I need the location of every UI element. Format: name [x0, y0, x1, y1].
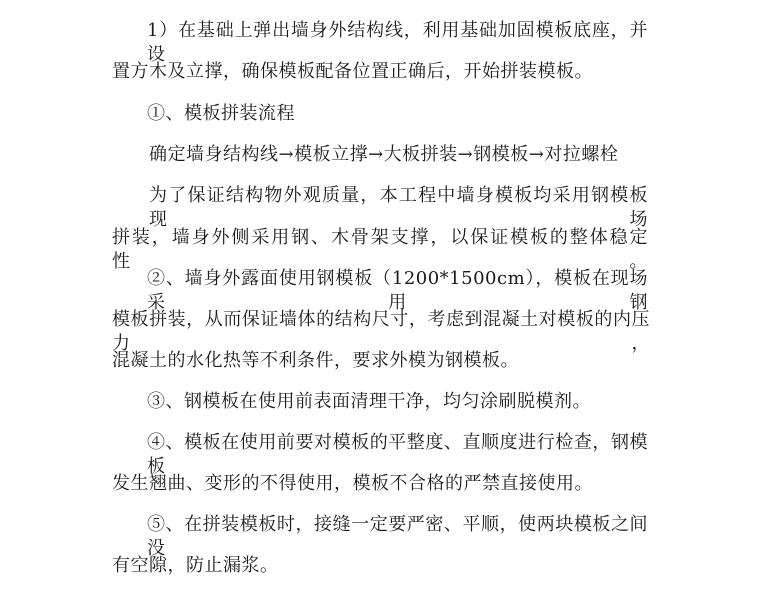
text-line-13: ⑤、在拼装模板时，接缝一定要严密、平顺，使两块模板之间没: [147, 514, 648, 559]
text-line-8: 模板拼装，从而保证墙体的结构尺寸，考虑到混凝土对模板的内压力，: [112, 309, 650, 354]
text-line-7: ②、墙身外露面使用钢模板（1200*1500cm），模板在现场采用钢: [147, 268, 648, 313]
text-line-9: 混凝土的水化热等不利条件，要求外模为钢模板。: [112, 350, 519, 371]
text-line-11: ④、模板在使用前要对模板的平整度、直顺度进行检查，钢模板: [147, 432, 648, 477]
text-line-10: ③、钢模板在使用前表面清理干净，均匀涂刷脱模剂。: [147, 391, 591, 412]
text-line-2: 置方木及立撑，确保模板配备位置正确后，开始拼装模板。: [112, 61, 593, 82]
text-line-6: 拼装，墙身外侧采用钢、木骨架支撑，以保证模板的整体稳定性。: [112, 227, 648, 272]
text-line-14: 有空隙，防止漏浆。: [112, 555, 279, 576]
process-flow: 确定墙身结构线→模板立撑→大板拼装→钢模板→对拉螺栓: [149, 144, 619, 165]
text-line-5: 为了保证结构物外观质量，本工程中墙身模板均采用钢模板现场: [149, 185, 648, 230]
section-heading-1: ①、模板拼装流程: [147, 103, 295, 124]
text-line-1: 1）在基础上弹出墙身外结构线，利用基础加固模板底座，并设: [147, 20, 648, 65]
text-line-12: 发生翘曲、变形的不得使用，模板不合格的严禁直接使用。: [112, 473, 593, 494]
